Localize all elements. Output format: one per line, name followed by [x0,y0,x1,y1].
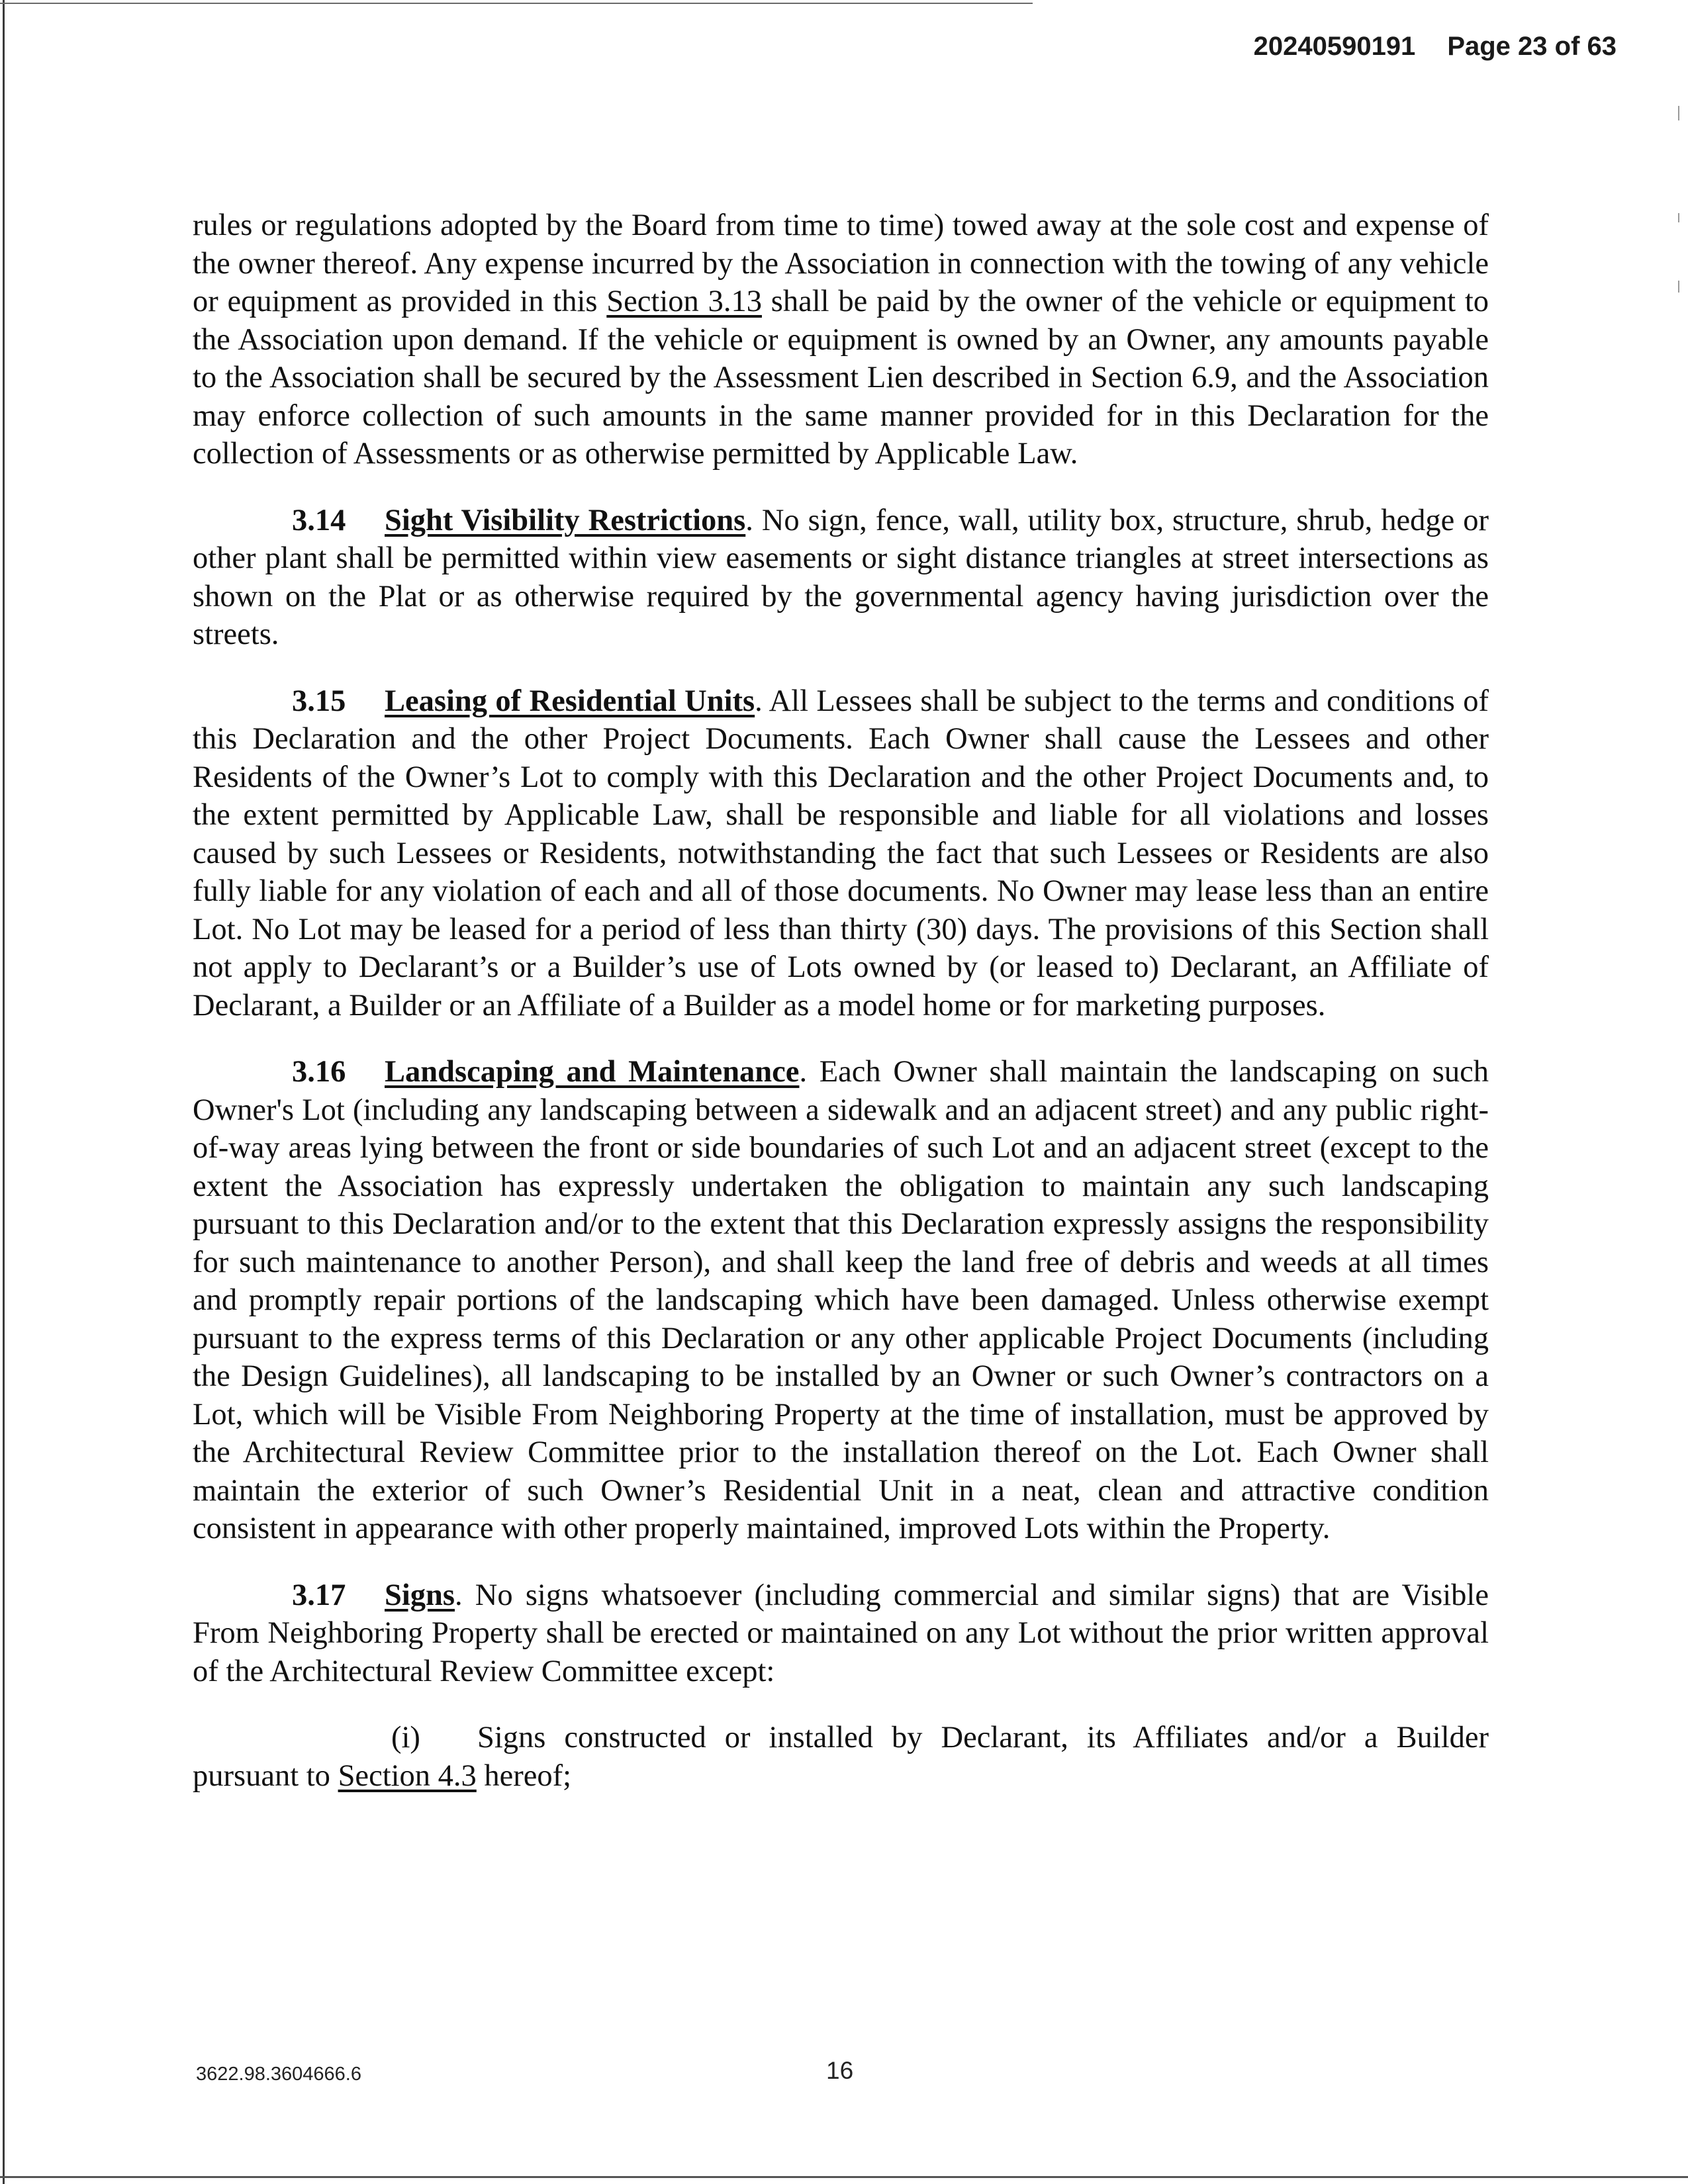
section-number: 3.14 [292,503,346,537]
scan-mark [1678,213,1679,222]
list-item-i: (i) Signs constructed or installed by Declarant, its Affiliates and/or a Builder pursuant to Section 4.3 hereof; [193,1719,1489,1795]
section-number: 3.17 [292,1578,346,1612]
scan-edge-top [0,3,1033,4]
section-title: Sight Visibility Restrictions [385,503,746,537]
section-number: 3.16 [292,1055,346,1089]
section-reference-link: Section 4.3 [338,1758,477,1793]
section-3-14 [193,502,1489,654]
section-3-17 [193,1576,1489,1691]
section-text: . Each Owner shall maintain the landscaping on such Owner's Lot (including any landscaping between a sidewalk and an adjacent street) and any public right-of-way areas lying between the front or side boundaries of such Lot and an adjacent street (except to the extent the Association has expressly undertaken the obligation to maintain any such landscaping pursuant to this Declaration and/or to the extent that this Declaration expressly assigns the responsibility for such maintenance to another Person), and shall keep the land free of debris and weeds at all times and promptly repair portions of the landscaping which have been damaged. Unless otherwise exempt pursuant to the express terms of this Declaration or any other applicable Project Documents (including the Design Guidelines), all landscaping to be installed by an Owner or such Owner’s contractors on a Lot, which will be Visible From Neighboring Property at the time of installation, must be approved by the Architectural Review Committee prior to the installation thereof on the Lot. Each Owner shall maintain the exterior of such Owner’s Residential Unit in a neat, clean and attractive condition consistent in appearance with other properly maintained, improved Lots within the Property. [193,1055,1489,1545]
section-title: Signs [385,1578,455,1612]
paragraph-continuation: rules or regulations adopted by the Board from time to time) towed away at the sole cost and expense of the owner thereof. Any expense incurred by the Association in connection with the towing of any vehicle or equipment as provided in this Section 3.13 shall be paid by the owner of the vehicle or equipment to the Association upon demand. If the vehicle or equipment is owned by an Owner, any amounts payable to the Association shall be secured by the Assessment Lien described in Section 6.9, and the Association may enforce collection of such amounts in the same manner provided for in this Declaration for the collection of Assessments or as otherwise permitted by Applicable Law. [193,208,1489,471]
section-title: Leasing of Residential Units [385,684,755,718]
section-text: . All Lessees shall be subject to the terms and conditions of this Declaration and the other Project Documents. Each Owner shall cause the Lessees and other Residents of the Owner’s Lot to comply with this Declaration and the other Project Documents and, to the extent permitted by Applicable Law, shall be responsible and liable for all violations and losses caused by such Lessees or Residents, notwithstanding the fact that such Lessees or Residents are also fully liable for any violation of each and all of those documents. No Owner may lease less than an entire Lot. No Lot may be leased for a period of less than thirty (30) days. The provisions of this Section shall not apply to Declarant’s or a Builder’s use of Lots owned by (or leased to) Declarant, an Affiliate of Declarant, a Builder or an Affiliate of a Builder as a model home or for marketing purposes. [193,684,1489,1023]
recording-stamp [1254,32,1617,62]
section-3-16 [193,1053,1489,1548]
section-3-15 [193,682,1489,1025]
section-text: . No signs whatsoever (including commercial and similar signs) that are Visible From Neighboring Property shall be erected or maintained on any Lot without the prior written approval of the Architectural Review Committee except: [193,1578,1489,1688]
document-number: 20240590191 [1253,32,1416,61]
page-label: Page 23 of 63 [1447,32,1617,61]
section-number: 3.15 [292,684,346,718]
footer-doc-id: 3622.98.3604666.6 [196,2064,361,2085]
footer-page-number: 16 [826,2057,854,2084]
list-marker: (i) [391,1721,420,1754]
document-body [193,206,1489,1823]
section-reference-link: Section 3.13 [606,285,762,318]
scan-mark [1678,281,1679,293]
scan-edge-bottom [0,2176,1688,2178]
scan-mark [1678,106,1679,120]
section-title: Landscaping and Maintenance [385,1055,800,1089]
section-text: . No sign, fence, wall, utility box, structure, shrub, hedge or other plant shall be permitted within view easements or sight distance triangles at street intersections as shown on the Plat or as otherwise required by the governmental agency having jurisdiction over the streets. [193,503,1489,651]
scan-edge-left [3,0,5,2184]
